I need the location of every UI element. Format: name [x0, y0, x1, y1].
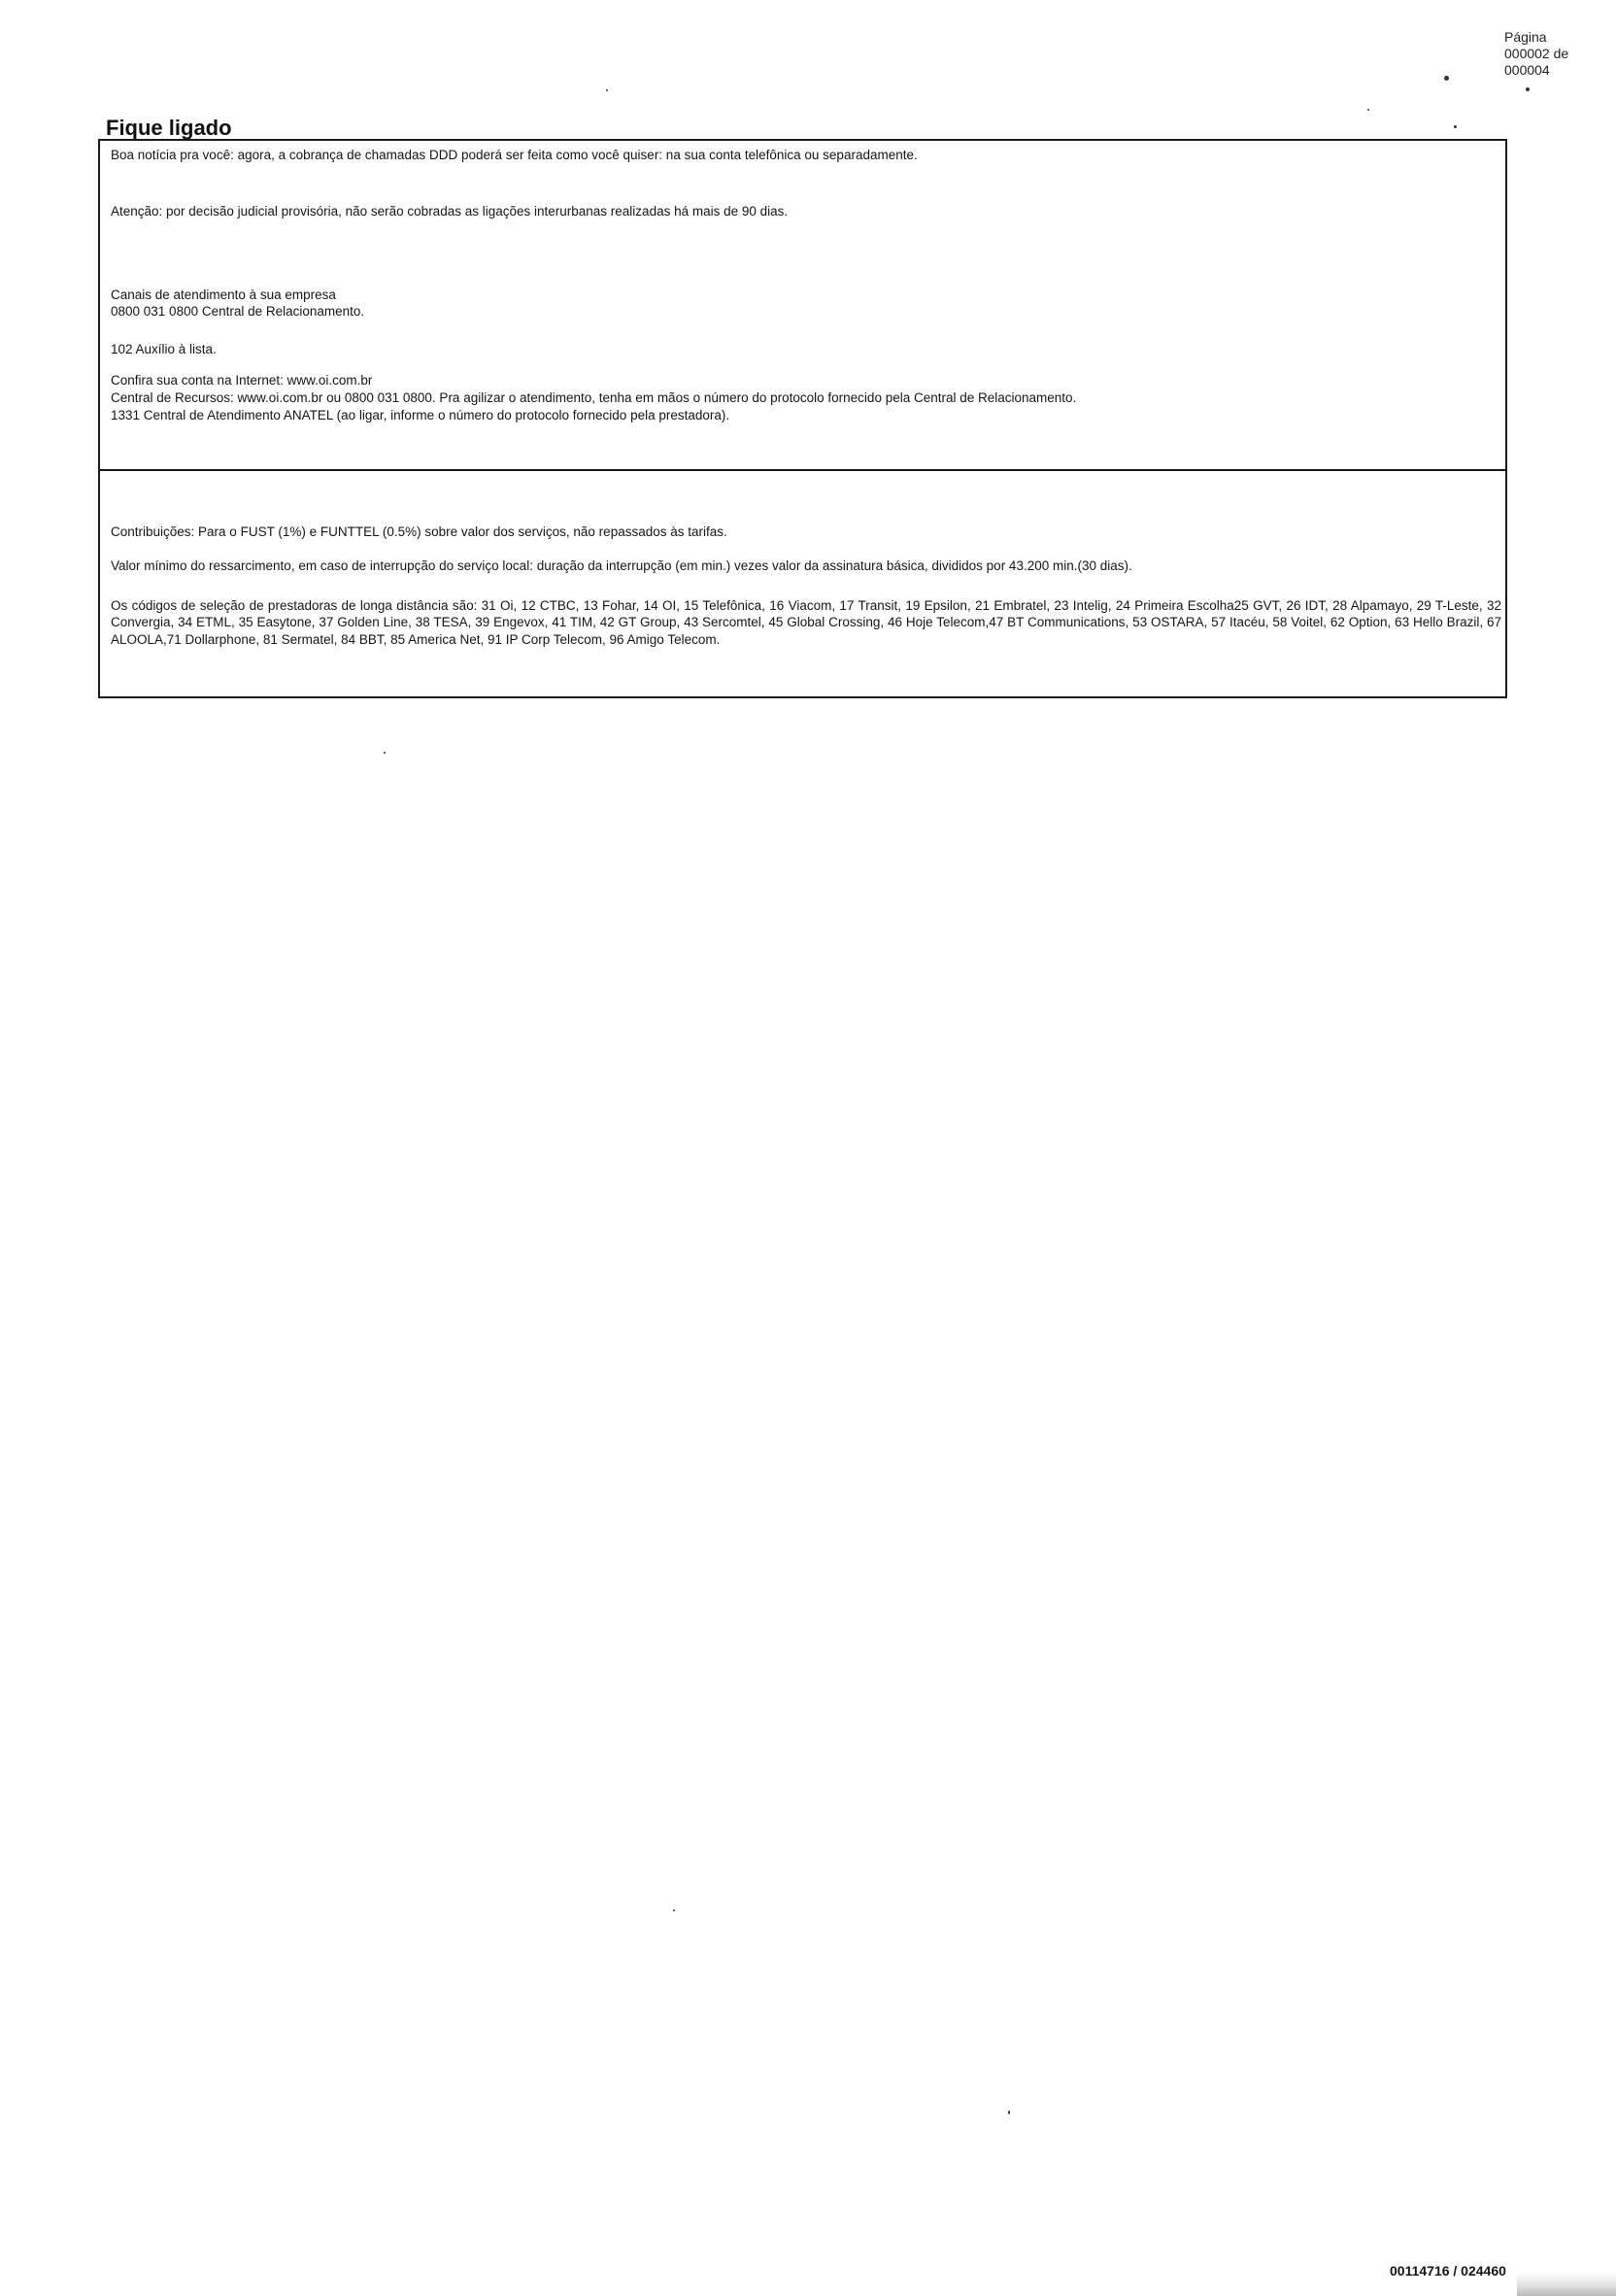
scan-speck	[673, 1909, 675, 1911]
channels-heading: Canais de atendimento à sua empresa	[111, 287, 336, 302]
relationship-center-line: 0800 031 0800 Central de Relacionamento.	[111, 304, 365, 319]
scan-speck	[1367, 109, 1369, 111]
anatel-line: 1331 Central de Atendimento ANATEL (ao ligar, informe o número do protocolo fornecido pela prestadora).	[111, 408, 730, 422]
section-title: Fique ligado	[106, 116, 232, 140]
contributions-line: Contribuições: Para o FUST (1%) e FUNTTEL (0.5%) sobre valor dos serviços, não repassados às tarifas.	[111, 524, 727, 539]
scan-edge-shadow	[1517, 2273, 1616, 2296]
notices-box	[98, 139, 1507, 471]
page-counter	[1504, 29, 1582, 79]
internet-line: Confira sua conta na Internet: www.oi.com.br	[111, 373, 373, 388]
info-box	[98, 469, 1507, 698]
carrier-codes-paragraph: Os códigos de seleção de prestadoras de longa distância são: 31 Oi, 12 CTBC, 13 Fohar, 14 OI, 15 Telefônica, 16 Viacom, 17 Transit, 19 Epsilon, 21 Embratel, 23 Intelig, 24 Primeira Escolha25 GVT, 26 IDT, 28 Alpamayo, 29 T-Leste, 32 Convergia, 34 ETML, 35 Easytone, 37 Golden Line, 38 TESA, 39 Engevox, 41 TIM, 42 GT Group, 43 Sercomtel, 45 Global Crossing, 46 Hoje Telecom,47 BT Communications, 53 OSTARA, 57 Itacéu, 58 Voitel, 62 Option, 63 Hello Brazil, 67 ALOOLA,71 Dollarphone, 81 Sermatel, 84 BBT, 85 America Net, 91 IP Corp Telecom, 96 Amigo Telecom.	[111, 598, 1501, 647]
page-label: Página	[1504, 29, 1547, 45]
scan-speck	[1526, 87, 1530, 91]
good-news-notice: Boa notícia pra você: agora, a cobrança de chamadas DDD poderá ser feita como você quiser: na sua conta telefônica ou separadamente.	[111, 148, 918, 162]
scan-speck	[1454, 125, 1457, 128]
scan-speck	[1444, 76, 1449, 81]
footer-document-code: 00114716 / 024460	[1390, 2263, 1506, 2279]
scan-speck	[384, 752, 386, 754]
resources-line: Central de Recursos: www.oi.com.br ou 0800 031 0800. Pra agilizar o atendimento, tenha em mãos o número do protocolo fornecido pela Central de Relacionamento.	[111, 390, 1077, 405]
page-total: 000004	[1504, 62, 1550, 78]
refund-line: Valor mínimo do ressarcimento, em caso de interrupção do serviço local: duração da interrupção (em min.) vezes valor da assinatura básica, divididos por 43.200 min.(30 dias).	[111, 558, 1132, 573]
scan-speck	[1008, 2110, 1010, 2114]
page-current: 000002 de	[1504, 46, 1569, 61]
attention-notice: Atenção: por decisão judicial provisória, não serão cobradas as ligações interurbanas realizadas há mais de 90 dias.	[111, 204, 789, 219]
scan-speck	[606, 89, 608, 91]
directory-line: 102 Auxílio à lista.	[111, 342, 217, 356]
